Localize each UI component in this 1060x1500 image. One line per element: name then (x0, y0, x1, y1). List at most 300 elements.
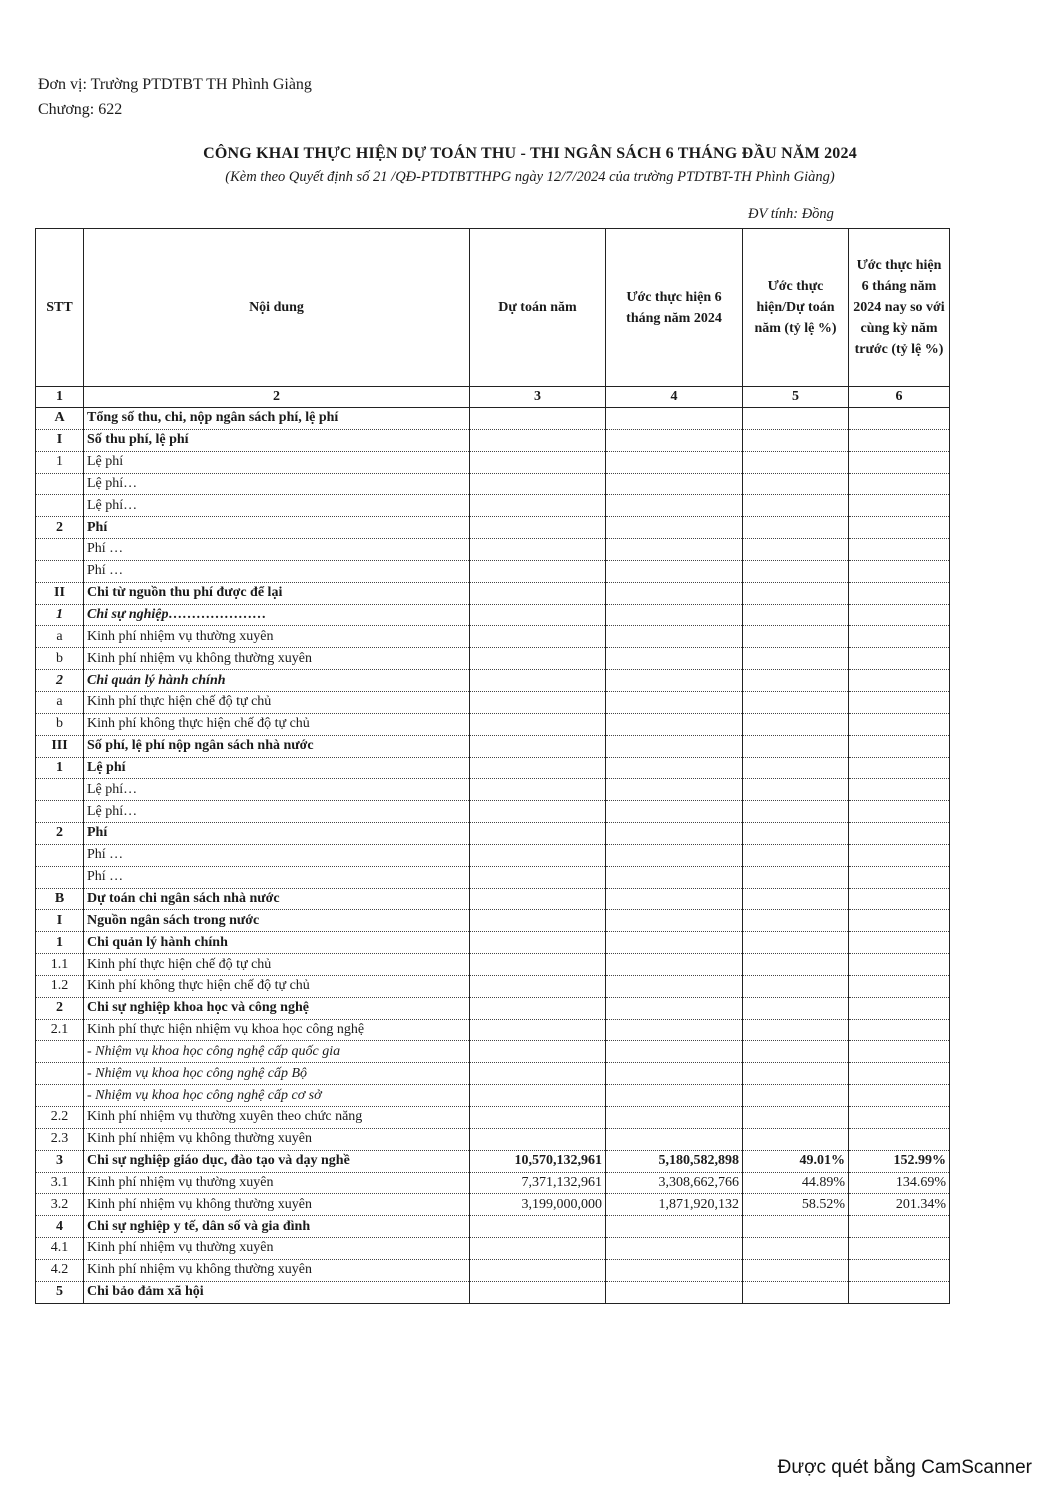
row-stt: B (36, 888, 84, 910)
row-stt (36, 779, 84, 801)
row-annual-estimate (470, 582, 606, 604)
row-content: Kinh phí nhiệm vụ không thường xuyên (84, 1194, 470, 1216)
table-row (36, 429, 950, 451)
row-content: Chi sự nghiệp y tế, dân số và gia đình (84, 1216, 470, 1238)
camscanner-watermark: Được quét bằng CamScanner (777, 1457, 1032, 1478)
row-annual-estimate (470, 888, 606, 910)
row-annual-estimate (470, 604, 606, 626)
row-six-month-estimate (606, 451, 743, 473)
row-ratio (743, 582, 849, 604)
row-content: Kinh phí thực hiện nhiệm vụ khoa học công nghệ (84, 1019, 470, 1041)
column-number: 4 (606, 387, 743, 408)
organization-unit: Đơn vị: Trường PTDTBT TH Phình Giàng (38, 76, 312, 93)
row-six-month-estimate (606, 997, 743, 1019)
table-row (36, 1194, 950, 1216)
table-row (36, 844, 950, 866)
row-stt: 2 (36, 670, 84, 692)
row-ratio (743, 823, 849, 845)
column-number: 1 (36, 387, 84, 408)
row-ratio (743, 539, 849, 561)
row-annual-estimate (470, 1259, 606, 1281)
row-stt: 2 (36, 517, 84, 539)
row-ratio (743, 932, 849, 954)
table-row (36, 757, 950, 779)
row-ratio (743, 451, 849, 473)
row-annual-estimate (470, 1107, 606, 1129)
row-yoy-ratio (849, 801, 950, 823)
row-stt (36, 539, 84, 561)
row-stt: I (36, 910, 84, 932)
row-yoy-ratio (849, 779, 950, 801)
row-ratio (743, 517, 849, 539)
row-ratio (743, 1019, 849, 1041)
row-six-month-estimate (606, 1019, 743, 1041)
row-stt: 2 (36, 997, 84, 1019)
row-six-month-estimate (606, 1041, 743, 1063)
row-yoy-ratio (849, 910, 950, 932)
column-number-row (36, 387, 950, 408)
row-ratio (743, 1259, 849, 1281)
row-ratio (743, 626, 849, 648)
row-ratio (743, 429, 849, 451)
row-content: - Nhiệm vụ khoa học công nghệ cấp Bộ (84, 1063, 470, 1085)
table-header-row (36, 229, 950, 387)
row-six-month-estimate (606, 866, 743, 888)
row-yoy-ratio (849, 888, 950, 910)
row-yoy-ratio (849, 582, 950, 604)
row-yoy-ratio (849, 997, 950, 1019)
table-row (36, 408, 950, 430)
row-ratio (743, 1128, 849, 1150)
budget-table (35, 228, 950, 1304)
row-annual-estimate (470, 670, 606, 692)
row-content: Phí … (84, 866, 470, 888)
row-ratio: 58.52% (743, 1194, 849, 1216)
row-content: Phí (84, 517, 470, 539)
row-stt: b (36, 648, 84, 670)
row-annual-estimate (470, 823, 606, 845)
table-row (36, 779, 950, 801)
row-ratio (743, 560, 849, 582)
row-stt: 1 (36, 451, 84, 473)
table-row (36, 997, 950, 1019)
row-stt: 1.1 (36, 954, 84, 976)
row-content: Lệ phí… (84, 495, 470, 517)
row-six-month-estimate (606, 888, 743, 910)
row-yoy-ratio (849, 1063, 950, 1085)
row-yoy-ratio (849, 1041, 950, 1063)
table-row (36, 1216, 950, 1238)
row-annual-estimate (470, 779, 606, 801)
row-annual-estimate (470, 1063, 606, 1085)
row-yoy-ratio (849, 691, 950, 713)
row-yoy-ratio (849, 757, 950, 779)
column-number: 6 (849, 387, 950, 408)
row-content: Kinh phí thực hiện chế độ tự chủ (84, 691, 470, 713)
table-row (36, 495, 950, 517)
row-annual-estimate (470, 473, 606, 495)
row-six-month-estimate (606, 1281, 743, 1303)
row-yoy-ratio (849, 1216, 950, 1238)
table-row (36, 1063, 950, 1085)
row-six-month-estimate (606, 648, 743, 670)
row-stt: 4.1 (36, 1238, 84, 1260)
row-six-month-estimate (606, 1216, 743, 1238)
row-stt: 1 (36, 932, 84, 954)
row-six-month-estimate (606, 975, 743, 997)
row-six-month-estimate (606, 408, 743, 430)
row-stt: 2.1 (36, 1019, 84, 1041)
row-yoy-ratio (849, 429, 950, 451)
row-stt (36, 473, 84, 495)
currency-unit-note: ĐV tính: Đồng (748, 206, 834, 222)
row-content: Số thu phí, lệ phí (84, 429, 470, 451)
row-yoy-ratio (849, 823, 950, 845)
row-stt (36, 560, 84, 582)
row-stt: III (36, 735, 84, 757)
row-yoy-ratio (849, 670, 950, 692)
row-content: Kinh phí nhiệm vụ thường xuyên theo chức năng (84, 1107, 470, 1129)
table-row (36, 670, 950, 692)
row-content: Số phí, lệ phí nộp ngân sách nhà nước (84, 735, 470, 757)
row-ratio (743, 691, 849, 713)
row-yoy-ratio (849, 1128, 950, 1150)
row-annual-estimate (470, 408, 606, 430)
table-row (36, 954, 950, 976)
row-content: Chi sự nghiệp giáo dục, đào tạo và dạy nghề (84, 1150, 470, 1172)
row-ratio (743, 713, 849, 735)
row-six-month-estimate (606, 1238, 743, 1260)
row-stt: 4 (36, 1216, 84, 1238)
row-annual-estimate (470, 1128, 606, 1150)
column-number: 2 (84, 387, 470, 408)
table-row (36, 473, 950, 495)
row-ratio (743, 844, 849, 866)
row-content: Phí … (84, 539, 470, 561)
row-ratio (743, 1063, 849, 1085)
row-yoy-ratio (849, 560, 950, 582)
row-six-month-estimate: 3,308,662,766 (606, 1172, 743, 1194)
row-annual-estimate (470, 1216, 606, 1238)
row-six-month-estimate (606, 670, 743, 692)
row-yoy-ratio (849, 451, 950, 473)
row-stt: 1.2 (36, 975, 84, 997)
row-six-month-estimate (606, 735, 743, 757)
row-stt: 2.2 (36, 1107, 84, 1129)
table-row (36, 910, 950, 932)
row-six-month-estimate (606, 932, 743, 954)
row-content: - Nhiệm vụ khoa học công nghệ cấp cơ sở (84, 1085, 470, 1107)
row-yoy-ratio (849, 713, 950, 735)
row-annual-estimate (470, 1281, 606, 1303)
row-ratio (743, 779, 849, 801)
row-yoy-ratio: 152.99% (849, 1150, 950, 1172)
budget-chapter: Chương: 622 (38, 101, 123, 118)
row-six-month-estimate (606, 910, 743, 932)
table-row (36, 691, 950, 713)
row-stt (36, 801, 84, 823)
row-stt: 1 (36, 604, 84, 626)
table-row (36, 604, 950, 626)
row-yoy-ratio (849, 1107, 950, 1129)
row-content: Phí … (84, 844, 470, 866)
row-stt: b (36, 713, 84, 735)
row-annual-estimate (470, 517, 606, 539)
document-title: CÔNG KHAI THỰC HIỆN DỰ TOÁN THU - THI NGÂN SÁCH 6 THÁNG ĐẦU NĂM 2024 (203, 145, 857, 162)
row-six-month-estimate (606, 801, 743, 823)
row-yoy-ratio (849, 473, 950, 495)
row-yoy-ratio (849, 539, 950, 561)
row-six-month-estimate (606, 517, 743, 539)
row-content: Kinh phí nhiệm vụ không thường xuyên (84, 648, 470, 670)
row-yoy-ratio (849, 844, 950, 866)
row-annual-estimate (470, 713, 606, 735)
row-annual-estimate (470, 626, 606, 648)
row-ratio (743, 1041, 849, 1063)
row-ratio (743, 495, 849, 517)
row-annual-estimate (470, 451, 606, 473)
table-row (36, 823, 950, 845)
row-content: Lệ phí… (84, 801, 470, 823)
row-stt (36, 1063, 84, 1085)
row-content: Kinh phí nhiệm vụ thường xuyên (84, 1172, 470, 1194)
row-yoy-ratio (849, 1085, 950, 1107)
row-content: Nguồn ngân sách trong nước (84, 910, 470, 932)
table-row (36, 801, 950, 823)
row-yoy-ratio (849, 1238, 950, 1260)
row-annual-estimate (470, 560, 606, 582)
row-stt: 4.2 (36, 1259, 84, 1281)
table-row (36, 1128, 950, 1150)
row-six-month-estimate (606, 1063, 743, 1085)
row-six-month-estimate (606, 954, 743, 976)
row-annual-estimate (470, 975, 606, 997)
table-row (36, 888, 950, 910)
row-six-month-estimate (606, 1107, 743, 1129)
row-ratio (743, 1085, 849, 1107)
row-six-month-estimate (606, 560, 743, 582)
row-annual-estimate (470, 691, 606, 713)
document-subtitle: (Kèm theo Quyết định số 21 /QĐ-PTDTBTTHPG ngày 12/7/2024 của trường PTDTBT-TH Phình Giàng) (225, 169, 835, 185)
row-ratio (743, 910, 849, 932)
row-six-month-estimate (606, 604, 743, 626)
row-stt (36, 866, 84, 888)
row-yoy-ratio (849, 604, 950, 626)
row-annual-estimate (470, 1041, 606, 1063)
row-content: Lệ phí… (84, 473, 470, 495)
table-row (36, 539, 950, 561)
row-yoy-ratio (849, 735, 950, 757)
row-content: Lệ phí (84, 451, 470, 473)
row-content: Lệ phí… (84, 779, 470, 801)
row-ratio (743, 648, 849, 670)
row-content: Chi bảo đảm xã hội (84, 1281, 470, 1303)
row-ratio (743, 888, 849, 910)
row-content: - Nhiệm vụ khoa học công nghệ cấp quốc gia (84, 1041, 470, 1063)
row-six-month-estimate (606, 539, 743, 561)
row-yoy-ratio (849, 866, 950, 888)
row-yoy-ratio (849, 495, 950, 517)
table-row (36, 713, 950, 735)
header-annual-estimate: Dự toán năm (470, 229, 606, 387)
table-row (36, 648, 950, 670)
table-row (36, 1041, 950, 1063)
table-row (36, 451, 950, 473)
row-ratio (743, 670, 849, 692)
column-number: 5 (743, 387, 849, 408)
row-content: Lệ phí (84, 757, 470, 779)
row-ratio (743, 997, 849, 1019)
row-stt: A (36, 408, 84, 430)
row-ratio (743, 735, 849, 757)
row-content: Kinh phí không thực hiện chế độ tự chủ (84, 975, 470, 997)
row-yoy-ratio (849, 408, 950, 430)
row-ratio (743, 1281, 849, 1303)
table-row (36, 626, 950, 648)
header-six-month-estimate: Ước thực hiện 6 tháng năm 2024 (606, 229, 743, 387)
row-yoy-ratio (849, 517, 950, 539)
row-ratio (743, 866, 849, 888)
row-ratio (743, 1107, 849, 1129)
row-six-month-estimate: 5,180,582,898 (606, 1150, 743, 1172)
row-annual-estimate (470, 648, 606, 670)
row-annual-estimate (470, 429, 606, 451)
row-annual-estimate (470, 997, 606, 1019)
row-content: Dự toán chi ngân sách nhà nước (84, 888, 470, 910)
row-ratio (743, 975, 849, 997)
row-stt (36, 1041, 84, 1063)
row-yoy-ratio (849, 626, 950, 648)
row-yoy-ratio (849, 954, 950, 976)
table-row (36, 1019, 950, 1041)
row-content: Kinh phí nhiệm vụ thường xuyên (84, 626, 470, 648)
table-row (36, 582, 950, 604)
row-yoy-ratio (849, 975, 950, 997)
row-ratio (743, 954, 849, 976)
row-yoy-ratio: 134.69% (849, 1172, 950, 1194)
table-row (36, 866, 950, 888)
row-stt: 2 (36, 823, 84, 845)
row-stt (36, 495, 84, 517)
row-yoy-ratio (849, 1259, 950, 1281)
row-annual-estimate (470, 910, 606, 932)
row-ratio: 49.01% (743, 1150, 849, 1172)
row-six-month-estimate (606, 626, 743, 648)
row-ratio (743, 408, 849, 430)
row-ratio (743, 473, 849, 495)
row-six-month-estimate (606, 582, 743, 604)
header-stt: STT (36, 229, 84, 387)
row-content: Kinh phí nhiệm vụ không thường xuyên (84, 1128, 470, 1150)
row-content: Kinh phí nhiệm vụ không thường xuyên (84, 1259, 470, 1281)
header-yoy-ratio: Ước thực hiện 6 tháng năm 2024 nay so với cùng kỳ năm trước (tỷ lệ %) (849, 229, 950, 387)
row-content: Chi từ nguồn thu phí được để lại (84, 582, 470, 604)
row-six-month-estimate (606, 757, 743, 779)
row-yoy-ratio (849, 932, 950, 954)
header-ratio: Ước thực hiện/Dự toán năm (tỷ lệ %) (743, 229, 849, 387)
row-annual-estimate: 7,371,132,961 (470, 1172, 606, 1194)
row-stt: 1 (36, 757, 84, 779)
row-annual-estimate (470, 932, 606, 954)
table-row (36, 1172, 950, 1194)
row-content: Phí (84, 823, 470, 845)
row-annual-estimate (470, 1085, 606, 1107)
table-row (36, 1259, 950, 1281)
row-ratio (743, 757, 849, 779)
row-ratio (743, 1238, 849, 1260)
row-stt: 5 (36, 1281, 84, 1303)
row-annual-estimate (470, 539, 606, 561)
row-six-month-estimate (606, 844, 743, 866)
row-yoy-ratio (849, 648, 950, 670)
table-row (36, 975, 950, 997)
row-ratio (743, 604, 849, 626)
row-yoy-ratio (849, 1019, 950, 1041)
row-ratio (743, 1216, 849, 1238)
row-stt: I (36, 429, 84, 451)
row-six-month-estimate (606, 713, 743, 735)
row-content: Kinh phí không thực hiện chế độ tự chủ (84, 713, 470, 735)
row-ratio: 44.89% (743, 1172, 849, 1194)
row-stt: 3 (36, 1150, 84, 1172)
row-stt: 3.2 (36, 1194, 84, 1216)
row-content: Tổng số thu, chi, nộp ngân sách phí, lệ phí (84, 408, 470, 430)
table-row (36, 932, 950, 954)
row-six-month-estimate (606, 823, 743, 845)
row-stt (36, 844, 84, 866)
row-ratio (743, 801, 849, 823)
table-row (36, 735, 950, 757)
row-stt: 2.3 (36, 1128, 84, 1150)
table-row (36, 1238, 950, 1260)
row-six-month-estimate (606, 473, 743, 495)
table-row (36, 1107, 950, 1129)
row-annual-estimate (470, 954, 606, 976)
row-six-month-estimate (606, 1085, 743, 1107)
column-number: 3 (470, 387, 606, 408)
row-annual-estimate: 10,570,132,961 (470, 1150, 606, 1172)
row-annual-estimate (470, 844, 606, 866)
row-stt: 3.1 (36, 1172, 84, 1194)
row-six-month-estimate (606, 1259, 743, 1281)
row-stt: a (36, 691, 84, 713)
row-content: Chi quản lý hành chính (84, 670, 470, 692)
row-six-month-estimate: 1,871,920,132 (606, 1194, 743, 1216)
row-annual-estimate (470, 735, 606, 757)
row-content: Phí … (84, 560, 470, 582)
table-row (36, 560, 950, 582)
row-annual-estimate (470, 866, 606, 888)
row-annual-estimate (470, 495, 606, 517)
row-annual-estimate (470, 757, 606, 779)
header-content: Nội dung (84, 229, 470, 387)
row-annual-estimate (470, 801, 606, 823)
row-annual-estimate: 3,199,000,000 (470, 1194, 606, 1216)
row-yoy-ratio (849, 1281, 950, 1303)
row-content: Kinh phí thực hiện chế độ tự chủ (84, 954, 470, 976)
row-content: Chi sự nghiệp khoa học và công nghệ (84, 997, 470, 1019)
row-annual-estimate (470, 1019, 606, 1041)
row-stt (36, 1085, 84, 1107)
row-yoy-ratio: 201.34% (849, 1194, 950, 1216)
row-annual-estimate (470, 1238, 606, 1260)
table-row (36, 517, 950, 539)
row-content: Kinh phí nhiệm vụ thường xuyên (84, 1238, 470, 1260)
row-six-month-estimate (606, 691, 743, 713)
row-stt: II (36, 582, 84, 604)
row-six-month-estimate (606, 495, 743, 517)
table-row (36, 1150, 950, 1172)
